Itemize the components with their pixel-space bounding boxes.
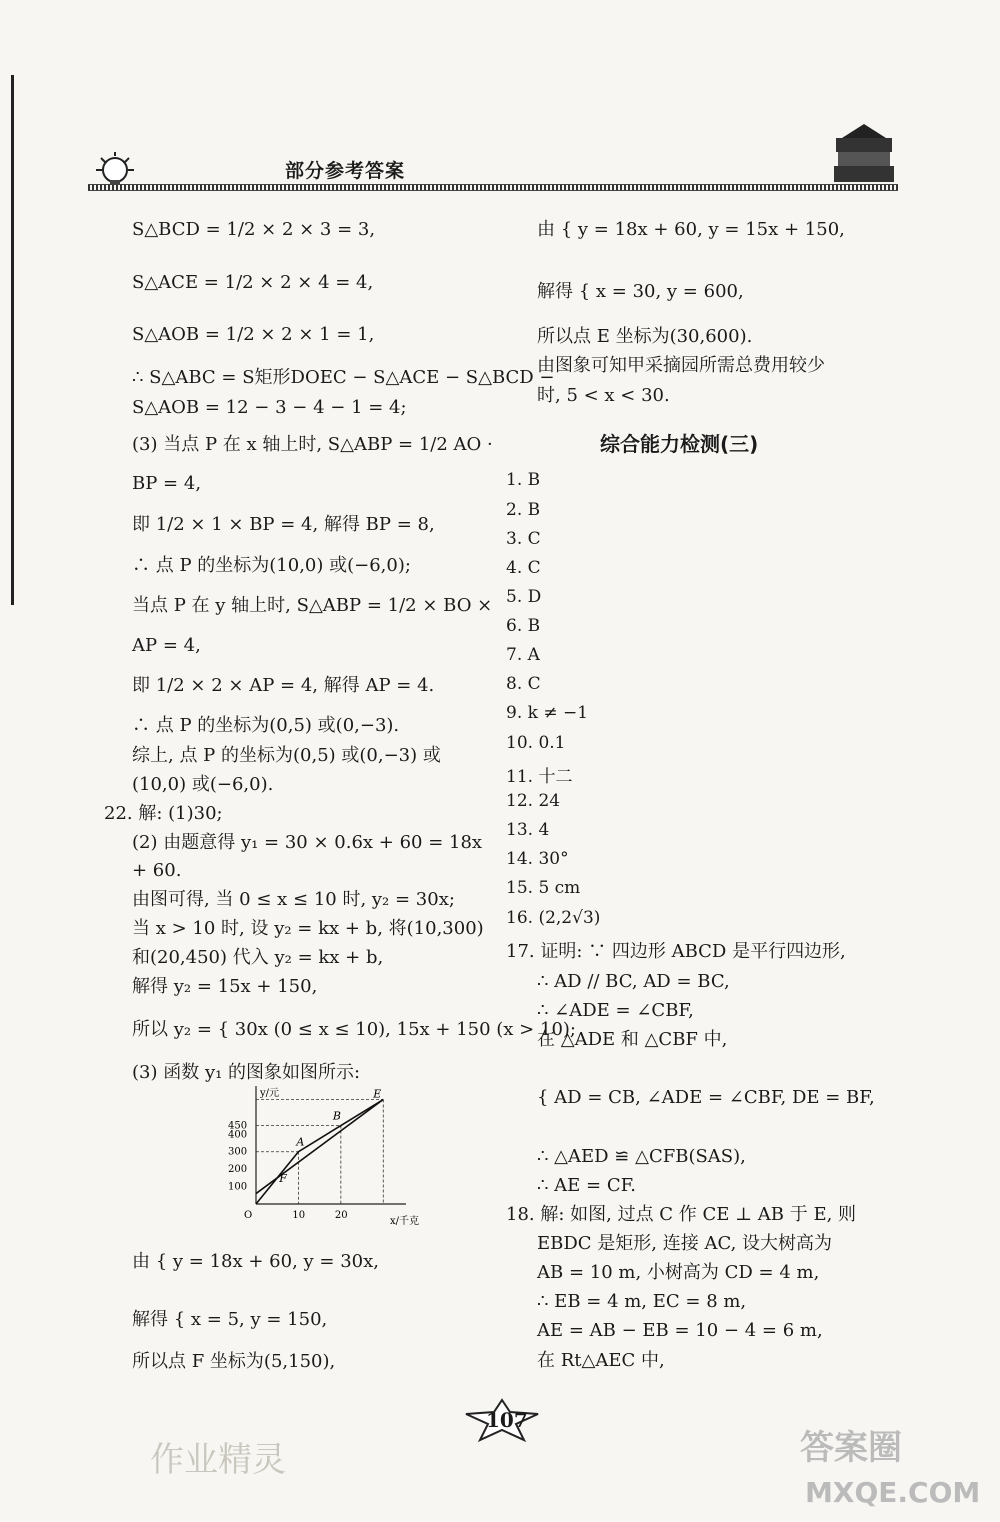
- right-line-1: 由 { y = 18x + 60, y = 15x + 150,: [537, 219, 845, 240]
- proof-line-10: AB = 10 m, 小树高为 CD = 4 m,: [537, 1262, 820, 1283]
- proof-line-9: EBDC 是矩形, 连接 AC, 设大树高为: [537, 1233, 833, 1254]
- proof-line-12: AE = AB − EB = 10 − 4 = 6 m,: [537, 1320, 823, 1341]
- right-line-4: 由图象可知甲采摘园所需总费用较少: [537, 355, 825, 376]
- left-line-11: AP = 4,: [132, 635, 201, 656]
- left-line-21: 和(20,450) 代入 y₂ = kx + b,: [132, 947, 384, 968]
- answer-11: 11. 十二: [506, 767, 573, 787]
- series-line-y2: [256, 1099, 383, 1204]
- answer-9: 9. k ≠ −1: [506, 703, 589, 723]
- x-tick-label: 10: [292, 1210, 306, 1221]
- left-line-9: ∴ 点 P 的坐标为(10,0) 或(−6,0);: [132, 555, 411, 576]
- left-line-8: 即 1/2 × 1 × BP = 4, 解得 BP = 8,: [132, 514, 435, 535]
- watermark-right: 答案圈: [800, 1428, 902, 1468]
- proof-line-13: 在 Rt△AEC 中,: [537, 1350, 665, 1371]
- right-line-3: 所以点 E 坐标为(30,600).: [537, 326, 753, 347]
- answer-1: 1. B: [506, 470, 541, 490]
- left-line-26: 解得 { x = 5, y = 150,: [132, 1309, 328, 1330]
- books-icon: [828, 120, 900, 192]
- x-tick-label: 20: [334, 1210, 348, 1221]
- left-line-7: BP = 4,: [132, 473, 202, 494]
- answer-3: 3. C: [506, 529, 541, 549]
- proof-line-1: 17. 证明: ∵ 四边形 ABCD 是平行四边形,: [506, 941, 846, 962]
- page-number-badge: [462, 1398, 542, 1442]
- answer-5: 5. D: [506, 587, 542, 607]
- proof-line-3: ∴ ∠ADE = ∠CBF,: [537, 1000, 694, 1021]
- point-label: E: [373, 1087, 382, 1101]
- page-header-title: 部分参考答案: [285, 160, 406, 182]
- cost-chart: [226, 1086, 420, 1230]
- left-line-15: (10,0) 或(−6,0).: [132, 774, 274, 795]
- left-line-16: 22. 解: (1)30;: [104, 803, 223, 824]
- right-line-5: 时, 5 < x < 30.: [537, 385, 670, 406]
- left-line-4: ∴ S△ABC = S矩形DOEC − S△ACE − S△BCD −: [132, 367, 555, 388]
- header-rule: [88, 184, 898, 191]
- y-tick-label: 450: [228, 1120, 248, 1132]
- left-line-22: 解得 y₂ = 15x + 150,: [132, 976, 318, 997]
- left-line-17: (2) 由题意得 y₁ = 30 × 0.6x + 60 = 18x: [132, 832, 483, 853]
- answer-15: 15. 5 cm: [506, 878, 581, 898]
- x-tick-label: O: [244, 1210, 253, 1221]
- answer-8: 8. C: [506, 674, 541, 694]
- answer-4: 4. C: [506, 558, 541, 578]
- answer-2: 2. B: [506, 500, 541, 520]
- binding-line: [11, 75, 14, 605]
- y-tick-label: 200: [228, 1164, 248, 1176]
- x-axis-label: x/千克: [390, 1216, 420, 1227]
- section-title: 综合能力检测(三): [600, 432, 759, 456]
- answer-12: 12. 24: [506, 791, 561, 811]
- answer-6: 6. B: [506, 616, 541, 636]
- point-label: A: [296, 1135, 305, 1149]
- proof-line-7: ∴ AE = CF.: [537, 1175, 637, 1196]
- proof-line-4: 在 △ADE 和 △CBF 中,: [537, 1029, 728, 1050]
- left-line-25: 由 { y = 18x + 60, y = 30x,: [132, 1251, 379, 1272]
- left-line-12: 即 1/2 × 2 × AP = 4, 解得 AP = 4.: [132, 675, 435, 696]
- left-line-5: S△AOB = 12 − 3 − 4 − 1 = 4;: [132, 397, 407, 418]
- point-label: B: [332, 1109, 341, 1123]
- right-line-2: 解得 { x = 30, y = 600,: [537, 281, 744, 302]
- left-line-13: ∴ 点 P 的坐标为(0,5) 或(0,−3).: [132, 715, 400, 736]
- answer-7: 7. A: [506, 645, 540, 665]
- proof-line-8: 18. 解: 如图, 过点 C 作 CE ⊥ AB 于 E, 则: [506, 1204, 857, 1225]
- left-line-18: + 60.: [132, 860, 182, 881]
- left-line-24: (3) 函数 y₁ 的图象如图所示:: [132, 1062, 361, 1083]
- proof-line-5: { AD = CB, ∠ADE = ∠CBF, DE = BF,: [537, 1087, 875, 1108]
- y-tick-label: 400: [228, 1129, 248, 1141]
- left-line-23: 所以 y₂ = { 30x (0 ≤ x ≤ 10), 15x + 150 (x > 10);: [132, 1019, 576, 1040]
- left-line-14: 综上, 点 P 的坐标为(0,5) 或(0,−3) 或: [132, 745, 441, 766]
- left-line-6: (3) 当点 P 在 x 轴上时, S△ABP = 1/2 AO ·: [132, 434, 493, 455]
- answer-14: 14. 30°: [506, 849, 569, 869]
- answer-16: 16. (2,2√3): [506, 908, 601, 928]
- y-tick-label: 300: [228, 1146, 248, 1158]
- watermark-left: 作业精灵: [150, 1440, 286, 1480]
- left-line-1: S△BCD = 1/2 × 2 × 3 = 3,: [132, 219, 376, 240]
- watermark-site: MXQE.COM: [805, 1476, 981, 1509]
- point-label: F: [279, 1171, 287, 1185]
- left-line-10: 当点 P 在 y 轴上时, S△ABP = 1/2 × BO ×: [132, 595, 493, 616]
- proof-line-2: ∴ AD // BC, AD = BC,: [537, 971, 730, 992]
- left-line-27: 所以点 F 坐标为(5,150),: [132, 1351, 336, 1372]
- y-tick-label: 100: [228, 1181, 248, 1193]
- y-axis-label: y/元: [260, 1088, 280, 1099]
- page-number: 107: [486, 1408, 528, 1432]
- left-line-20: 当 x > 10 时, 设 y₂ = kx + b, 将(10,300): [132, 918, 484, 939]
- answer-10: 10. 0.1: [506, 733, 566, 753]
- left-line-19: 由图可得, 当 0 ≤ x ≤ 10 时, y₂ = 30x;: [132, 889, 455, 910]
- left-line-2: S△ACE = 1/2 × 2 × 4 = 4,: [132, 272, 374, 293]
- proof-line-6: ∴ △AED ≌ △CFB(SAS),: [537, 1146, 746, 1167]
- left-line-3: S△AOB = 1/2 × 2 × 1 = 1,: [132, 324, 375, 345]
- answer-13: 13. 4: [506, 820, 550, 840]
- proof-line-11: ∴ EB = 4 m, EC = 8 m,: [537, 1291, 747, 1312]
